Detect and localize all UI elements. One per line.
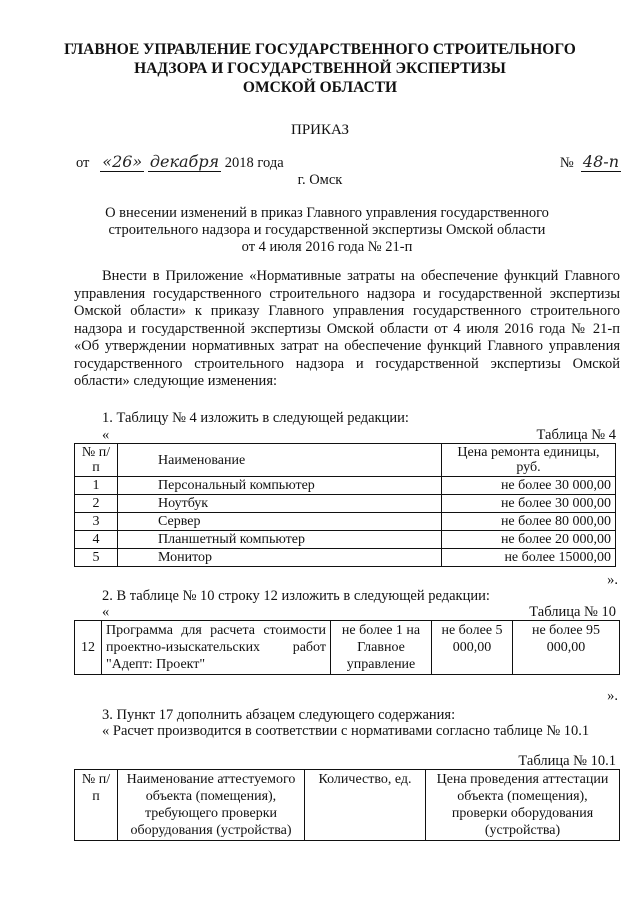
table10-caption: Таблица № 10 [529, 604, 616, 620]
date-number-row [76, 152, 621, 172]
item-3: 3. Пункт 17 дополнить абзацем следующего содержания: [102, 707, 456, 723]
table-cell: не более 30 000,00 [442, 477, 616, 495]
table-header-cell: Цена проведения аттестации объекта (помещения), проверки оборудования (устройства) [426, 770, 620, 841]
table-cell: Сервер [118, 513, 442, 531]
order-number [560, 152, 621, 172]
subject-line-2: строительного надзора и государственной экспертизы Омской области [108, 222, 546, 238]
table-10 [74, 620, 620, 675]
table-header-cell: Наименование [118, 444, 442, 477]
table-header-row [75, 770, 620, 841]
table-row [75, 495, 616, 513]
subject [92, 205, 562, 256]
table-cell: не более 80 000,00 [442, 513, 616, 531]
subject-line-1: О внесении изменений в приказ Главного управления государственного [105, 205, 549, 221]
open-quote: « [102, 604, 110, 620]
table-4 [74, 443, 616, 567]
table-cell: не более 15000,00 [442, 549, 616, 567]
org-line-2: НАДЗОРА И ГОСУДАРСТВЕННОЙ ЭКСПЕРТИЗЫ [134, 60, 506, 77]
table-cell: Планшетный компьютер [118, 531, 442, 549]
subject-line-3: от 4 июля 2016 года № 21-п [241, 239, 413, 255]
table-cell: 2 [75, 495, 118, 513]
table-cell: не более 1 на Главное управление [331, 621, 432, 675]
table-cell: 12 [75, 621, 102, 675]
table-row [75, 513, 616, 531]
item-2: 2. В таблице № 10 строку 12 изложить в следующей редакции: [102, 588, 490, 604]
city: г. Омск [297, 172, 343, 188]
number-prefix: № [559, 155, 574, 171]
table-header-cell: Наименование аттестуемого объекта (помещения), требующего проверки оборудования (устройства) [118, 770, 305, 841]
table-cell: 4 [75, 531, 118, 549]
table-cell: 5 [75, 549, 118, 567]
open-quote: « [102, 427, 110, 443]
organization-header [60, 40, 580, 97]
table-header-cell: № п/п [75, 444, 118, 477]
table-cell: Персональный компьютер [118, 477, 442, 495]
date-day: «26» [102, 152, 143, 171]
table-cell: Монитор [118, 549, 442, 567]
org-line-1: ГЛАВНОЕ УПРАВЛЕНИЕ ГОСУДАРСТВЕННОГО СТРОИТЕЛЬНОГО [64, 41, 576, 58]
table-cell: 3 [75, 513, 118, 531]
table4-caption-row [102, 427, 616, 444]
table-header-cell: № п/п [75, 770, 118, 841]
table-cell: не более 5 000,00 [432, 621, 513, 675]
table-cell: не более 95 000,00 [513, 621, 620, 675]
table-cell: Ноутбук [118, 495, 442, 513]
table-header-cell: Цена ремонта единицы, руб. [442, 444, 616, 477]
item-3-text: « Расчет производится в соответствии с нормативами согласно таблице № 10.1 [102, 723, 590, 739]
close-quote: ». [607, 572, 618, 588]
table-row [75, 549, 616, 567]
number-value: 48-п [582, 152, 619, 171]
table-row [75, 477, 616, 495]
table-cell: 1 [75, 477, 118, 495]
table-header-row [75, 444, 616, 477]
table-row [75, 621, 620, 675]
org-line-3: ОМСКОЙ ОБЛАСТИ [242, 79, 398, 96]
date-month: декабря [149, 152, 220, 171]
document-type: ПРИКАЗ [291, 122, 349, 138]
table-row [75, 531, 616, 549]
table-cell: Программа для расчета стоимости проектно-изыскательских работ "Адепт: Проект" [102, 621, 331, 675]
intro-paragraph: Внести в Приложение «Нормативные затраты на обеспечение функций Главного управления государственного строительного надзора и государственной экспертизы Омской области» к приказу Главного управления государственного строительного надзора и государственной экспертизы Омской области от 4 июля 2016 года № 21-п «Об утверждении нормативных затрат на обеспечение функций Главного управления государственного строительного надзора и государственной экспертизы Омской области» следующие изменения: [74, 268, 620, 389]
item-1: 1. Таблицу № 4 изложить в следующей редакции: [102, 410, 409, 426]
date-year: 2018 года [224, 155, 284, 171]
table101-caption: Таблица № 10.1 [518, 753, 616, 769]
table-cell: не более 20 000,00 [442, 531, 616, 549]
table4-caption: Таблица № 4 [536, 427, 616, 443]
date-prefix: от [76, 155, 90, 171]
table-cell: не более 30 000,00 [442, 495, 616, 513]
table-10-1 [74, 769, 620, 841]
close-quote: ». [607, 688, 618, 704]
table-header-cell: Количество, ед. [305, 770, 426, 841]
table10-caption-row [102, 604, 616, 621]
